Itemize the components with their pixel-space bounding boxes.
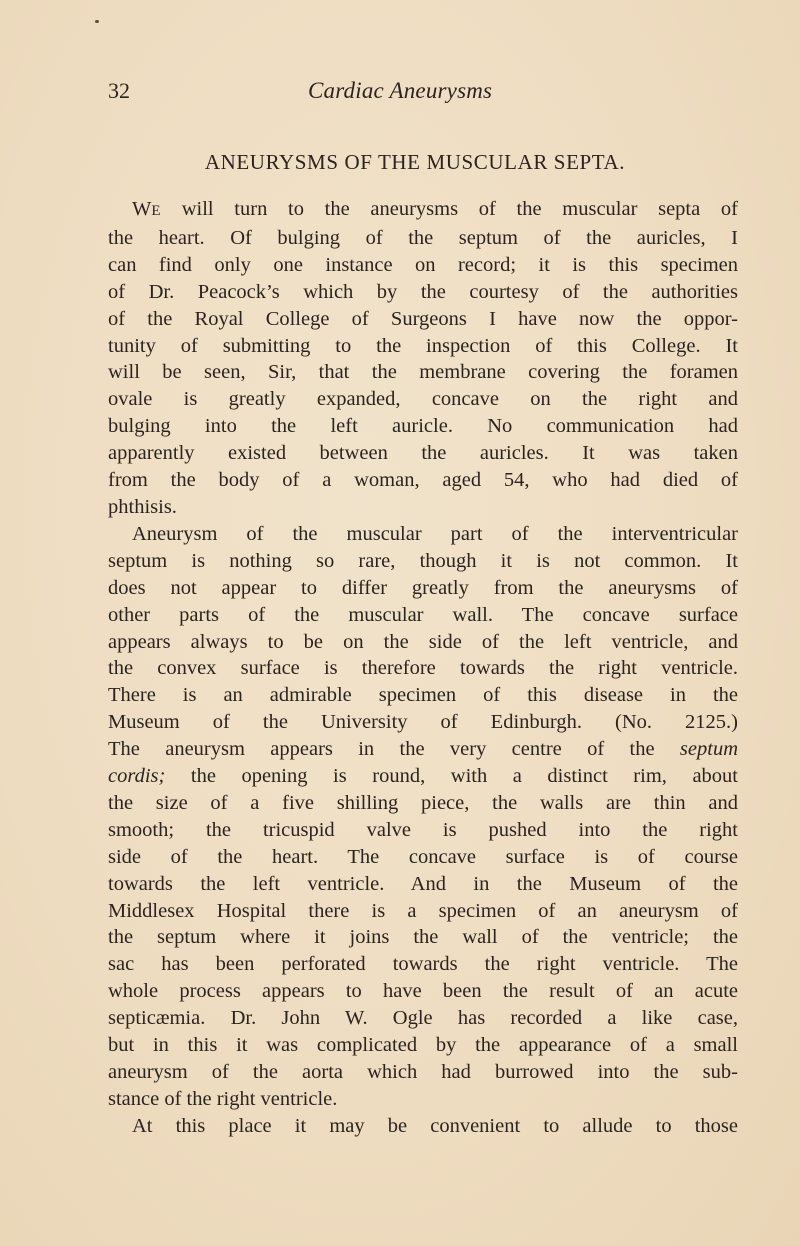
text-line — [108, 1032, 738, 1059]
line-text: stance of the right ventricle. — [108, 1087, 338, 1110]
text-line — [108, 709, 738, 736]
text-line — [108, 196, 738, 225]
line-text: smooth; the tricuspid valve is pushed into the right — [108, 818, 738, 841]
line-text: whole process appears to have been the result of an acute — [108, 980, 738, 1003]
text-line — [108, 521, 738, 548]
text-line — [108, 817, 738, 844]
text-line — [108, 1113, 738, 1140]
text-line — [108, 898, 738, 925]
page-header — [108, 78, 740, 118]
line-text: bulging into the left auricle. No communication had — [108, 415, 738, 438]
paper-speck — [95, 20, 99, 23]
line-text: side of the heart. The concave surface is of course — [108, 845, 738, 868]
line-text: sac has been perforated towards the right ventricle. The — [108, 953, 738, 976]
line-text: There is an admirable specimen of this disease in the — [108, 684, 738, 707]
line-text: appears always to be on the side of the left ventricle, and — [108, 630, 738, 653]
line-text: apparently existed between the auricles. It was taken — [108, 442, 738, 465]
text-line — [108, 978, 738, 1005]
line-text: septum is nothing so rare, though it is not common. It — [108, 549, 738, 572]
line-text: will be seen, Sir, that the membrane covering the foramen — [108, 361, 738, 384]
text-line — [108, 844, 738, 871]
line-text: septicæmia. Dr. John W. Ogle has recorded a like case, — [108, 1007, 738, 1030]
text-line — [108, 682, 738, 709]
line-text: of Dr. Peacock’s which by the courtesy of the authorities — [108, 280, 738, 303]
text-line — [108, 924, 738, 951]
line-text: of the Royal College of Surgeons I have now the oppor- — [108, 307, 738, 330]
text-line — [108, 494, 738, 521]
line-text: the septum where it joins the wall of the ventricle; the — [108, 926, 738, 949]
text-line — [108, 763, 738, 790]
line-text: the heart. Of bulging of the septum of the auricles, I — [108, 226, 738, 249]
line-text: does not appear to differ greatly from the aneurysms of — [108, 576, 738, 599]
line-text: but in this it was complicated by the appearance of a small — [108, 1034, 738, 1057]
line-text: towards the left ventricle. And in the Museum of the — [108, 872, 738, 895]
line-text: Museum of the University of Edinburgh. (No. 2125.) — [108, 711, 738, 734]
line-text: aneurysm of the aorta which had burrowed into the sub- — [108, 1061, 738, 1083]
text-line — [108, 413, 738, 440]
text-line — [108, 871, 738, 898]
line-text: from the body of a woman, aged 54, who had died of — [108, 469, 738, 492]
italic-term: cordis; — [108, 765, 166, 788]
text-line — [108, 252, 738, 279]
drop-lead: WE — [132, 198, 162, 220]
line-text: Middlesex Hospital there is a specimen of an aneurysm of — [108, 899, 738, 922]
text-line — [108, 790, 738, 817]
text-line — [108, 1005, 738, 1032]
text-line — [108, 359, 738, 386]
line-text: other parts of the muscular wall. The concave surface — [108, 603, 738, 626]
page-number: 32 — [108, 78, 130, 103]
text-line — [108, 655, 738, 682]
text-line — [108, 225, 738, 252]
paragraph — [108, 196, 738, 521]
line-text: tunity of submitting to the inspection of this College. It — [108, 334, 738, 357]
text-line — [108, 333, 738, 360]
section-title: ANEURYSMS OF THE MUSCULAR SEPTA. — [204, 150, 626, 174]
line-text: Aneurysm of the muscular part of the interventricular — [132, 522, 738, 545]
text-line — [108, 575, 738, 602]
text-line — [108, 548, 738, 575]
line-text: can find only one instance on record; it is this specimen — [108, 253, 738, 276]
text-line — [108, 279, 738, 306]
line-text: ovale is greatly expanded, concave on the right and — [108, 388, 738, 411]
line-text: the convex surface is therefore towards the right ventricle. — [108, 657, 738, 680]
text-line — [108, 629, 738, 656]
line-text: the size of a five shilling piece, the walls are thin and — [108, 791, 738, 814]
line-text: the opening is round, with a distinct rim, about — [165, 765, 738, 788]
italic-term: septum — [679, 738, 738, 761]
text-line — [108, 440, 738, 467]
text-line — [108, 1086, 738, 1113]
text-line — [108, 306, 738, 333]
text-line — [108, 951, 738, 978]
text-line — [108, 467, 738, 494]
line-text: phthisis. — [108, 495, 177, 518]
line-text: At this place it may be convenient to allude to those — [132, 1114, 738, 1137]
text-line — [108, 1059, 738, 1086]
line-text: The aneurysm appears in the very centre of the — [108, 738, 680, 761]
body-text — [108, 196, 738, 1140]
text-line — [108, 386, 738, 413]
paragraph — [108, 521, 738, 1113]
line-text: will turn to the aneurysms of the muscular septa of — [161, 198, 738, 220]
paragraph — [108, 1113, 738, 1140]
text-line — [108, 736, 738, 763]
running-head: Cardiac Aneurysms — [308, 78, 493, 103]
text-line — [108, 602, 738, 629]
